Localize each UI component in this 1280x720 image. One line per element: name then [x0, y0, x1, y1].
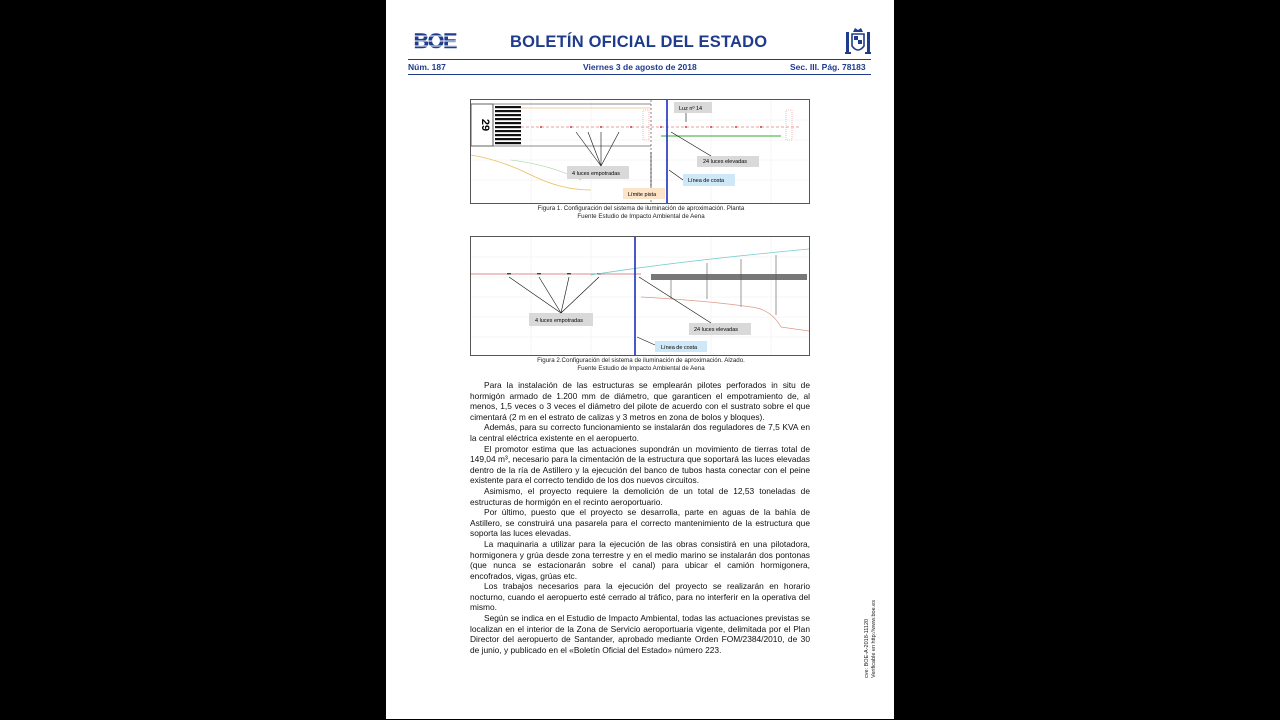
- header-rule-bottom: [408, 74, 871, 75]
- label-4-luces-empotradas: 4 luces empotradas: [572, 171, 620, 177]
- figure-1-plan: [470, 99, 810, 204]
- boe-logo-text: BOE: [413, 30, 457, 52]
- paragraph: Asimismo, el proyecto requiere la demolición de un total de 12,53 toneladas de estructuras de hormigón en el recinto aeroportuario.: [470, 485, 810, 507]
- label-limite-pista: Límite pista: [628, 192, 657, 198]
- paragraph: Además, para su correcto funcionamiento se instalarán dos reguladores de 7,5 KVA en la central eléctrica existente en el aeropuerto.: [470, 422, 810, 443]
- figure-2-elevation: [470, 236, 810, 356]
- figure-2-caption-line2: Fuente Estudio de Impacto Ambiental de Aena: [577, 365, 705, 372]
- figure-2-drawing: [471, 237, 809, 355]
- label-24-luces-elevadas: 24 luces elevadas: [703, 159, 748, 165]
- verification-link[interactable]: Verificable en http://www.boe.es: [871, 600, 877, 678]
- runway-number: 29: [479, 118, 491, 132]
- section-page: Sec. III. Pág. 78183: [790, 62, 866, 72]
- paragraph: Para la instalación de las estructuras se emplearán pilotes perforados in situ de hormigón armado de 1.200 mm de diámetro, que garanticen el empotramiento de, al menos, 1,5 veces o 3 veces el diámetro del pilote de acuerdo con el sustrato sobre el que cimentará (2 m en el estrato de calizas y 3 metros en zona de bolos y bloques).: [470, 380, 810, 422]
- paragraph: Según se indica en el Estudio de Impacto Ambiental, todas las actuaciones previstas se localizan en el interior de la Zona de Servicio aeroportuaria vigente, delimitada por el Plan Director del aeropuerto de Santander, aprobado mediante Orden FOM/2384/2010, de 30 de junio, y publicado en el «Boletín Oficial del Estado» número 223.: [470, 613, 810, 655]
- page-title: BOLETÍN OFICIAL DEL ESTADO: [510, 33, 768, 51]
- label-luz-14: Luz nº 14: [679, 106, 703, 112]
- body-text: [470, 380, 810, 655]
- paragraph: La maquinaria a utilizar para la ejecución de las obras consistirá en una pilotadora, hormigonera y grúa desde zona terrestre y en el medio marino se instalarán dos pontonas (que nunca se estacionarán sobre el canal) para ubicar el camión hormigonera, encofrados, vigas, grúas etc.: [470, 538, 810, 581]
- boe-logo: [408, 30, 462, 52]
- issue-date: Viernes 3 de agosto de 2018: [583, 62, 697, 72]
- header-rule-top: [408, 59, 871, 60]
- paragraph: El promotor estima que las actuaciones supondrán un movimiento de tierras total de 149,04 m³, necesario para la cimentación de la estructura que soportará las luces elevadas dentro de la ría de Astillero y la ejecución del banco de tubos hasta conectar con el peine existente para el correcto tendido de los dos nuevos circuitos.: [470, 443, 810, 486]
- figure-1-caption-line1: Figura 1. Configuración del sistema de iluminación de aproximación. Planta: [537, 205, 745, 212]
- document-page: [386, 0, 894, 719]
- paragraph: Por último, puesto que el proyecto se desarrolla, parte en aguas de la bahía de Astillero, se construirá una pasarela para el correcto mantenimiento de la estructura que soporta las luces elevadas.: [470, 507, 810, 539]
- figure-1-caption-line2: Fuente Estudio de Impacto Ambiental de Aena: [577, 213, 705, 220]
- label-24-luces-elevadas-2: 24 luces elevadas: [694, 327, 739, 333]
- figure-2-caption-line1: Figura 2.Configuración del sistema de iluminación de aproximación. Alzado.: [537, 357, 745, 364]
- paragraph: Los trabajos necesarios para la ejecución del proyecto se realizarán en horario nocturno, cuando el aeropuerto esté cerrado al tráfico, para no interferir en la operativa del mismo.: [470, 581, 810, 613]
- label-linea-de-costa-2: Línea de costa: [661, 345, 698, 351]
- sidebar-verification: [864, 582, 880, 682]
- figure-1-drawing: [471, 100, 809, 203]
- coat-of-arms-icon: [844, 26, 872, 56]
- label-4-luces-empotradas-2: 4 luces empotradas: [535, 318, 583, 324]
- figure-2-caption: [471, 357, 811, 373]
- issue-number: Núm. 187: [408, 62, 446, 72]
- cve-code: cve: BOE-A-2018-11120: [864, 618, 870, 678]
- figure-1-caption: [471, 205, 811, 221]
- label-linea-de-costa: Línea de costa: [688, 178, 725, 184]
